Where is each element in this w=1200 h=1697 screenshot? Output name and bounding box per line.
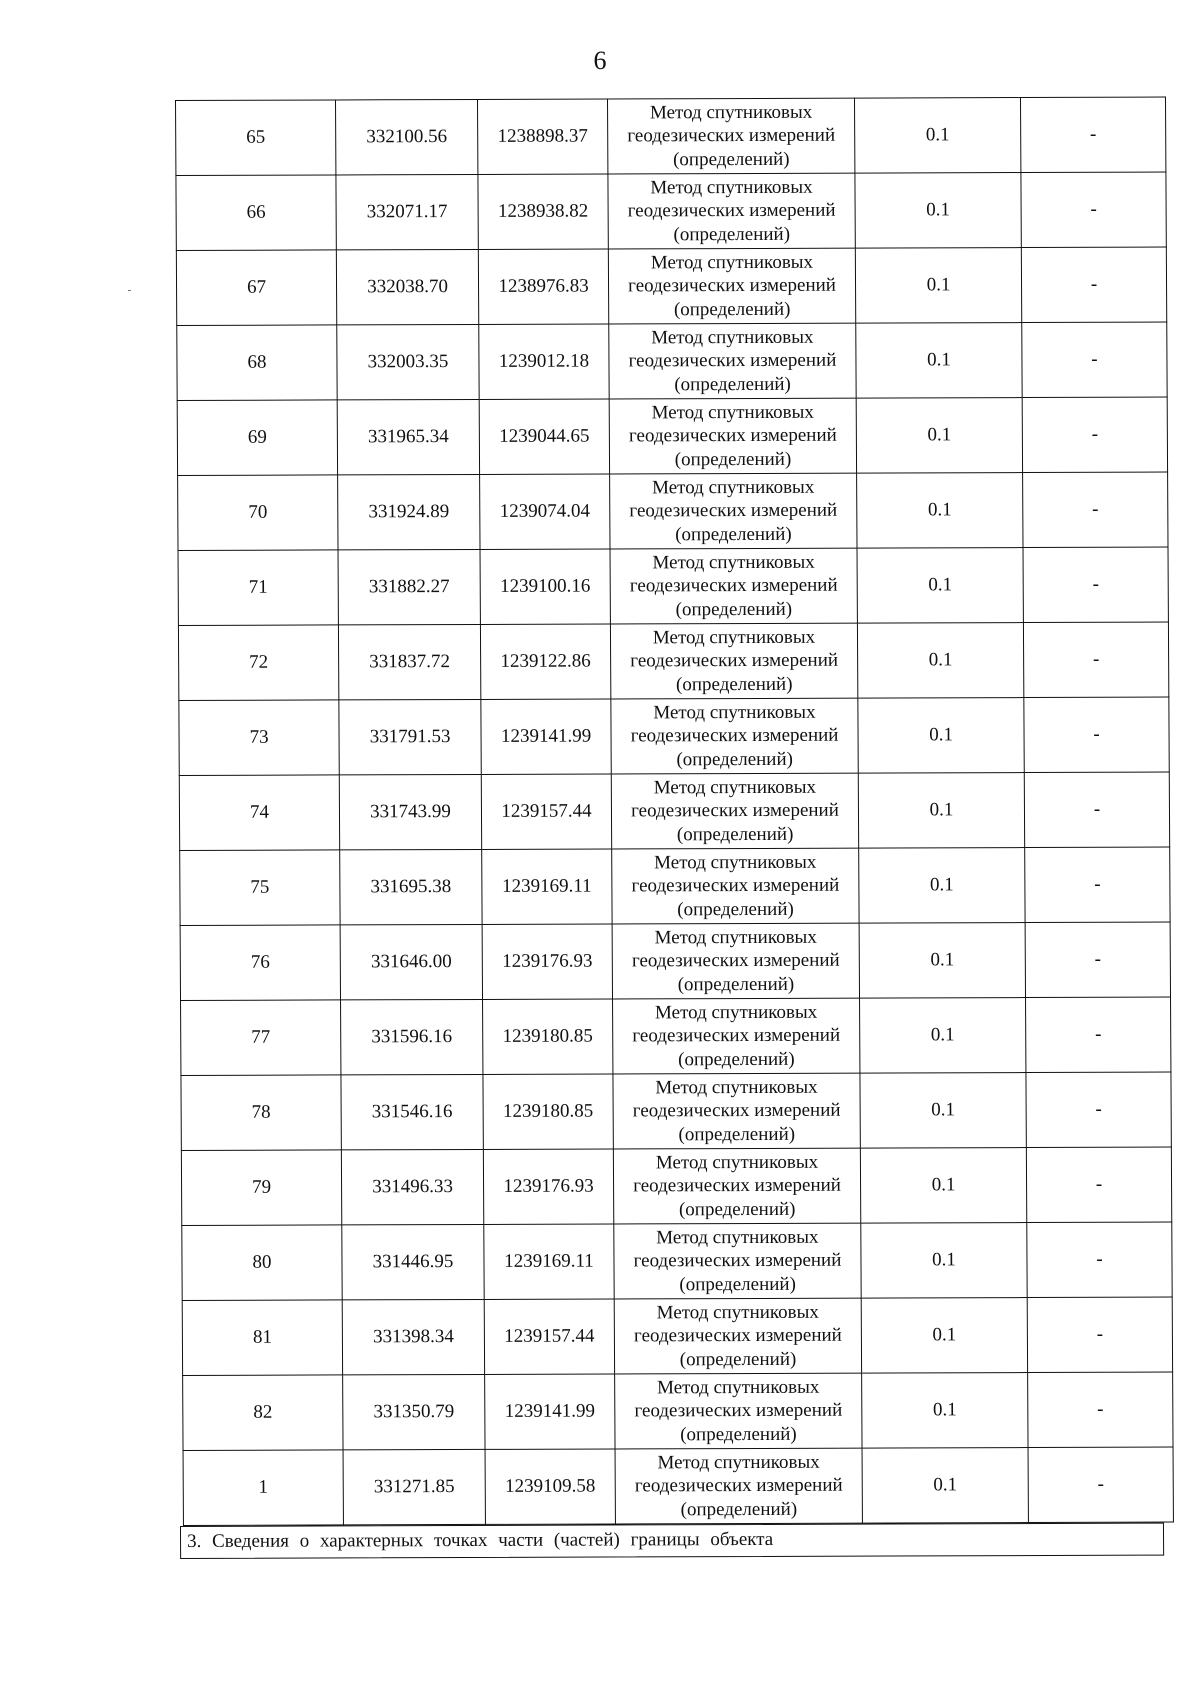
method-cell <box>615 1448 862 1524</box>
method-cell <box>613 998 860 1074</box>
method-cell <box>609 398 856 474</box>
coordinates-table <box>175 97 1174 1526</box>
x-coordinate: 331695.38 <box>340 849 482 924</box>
point-number: 77 <box>181 1000 341 1076</box>
x-coordinate: 331791.53 <box>339 699 481 774</box>
accuracy: 0.1 <box>858 773 1024 849</box>
point-number: 68 <box>177 325 337 401</box>
note: - <box>1025 922 1170 998</box>
point-number: 65 <box>176 100 336 176</box>
y-coordinate: 1239074.04 <box>480 474 610 549</box>
y-coordinate: 1239157.44 <box>484 1299 614 1374</box>
method-cell <box>611 698 858 774</box>
y-coordinate: 1239169.11 <box>482 849 612 924</box>
x-coordinate: 331965.34 <box>337 399 479 474</box>
table-row <box>180 922 1170 1000</box>
method-cell <box>611 773 858 849</box>
accuracy: 0.1 <box>862 1448 1028 1524</box>
scan-speck <box>128 290 131 291</box>
accuracy: 0.1 <box>859 848 1025 924</box>
table-row <box>181 1147 1171 1225</box>
method-line-3: (определений) <box>678 1048 795 1071</box>
x-coordinate: 331837.72 <box>338 624 480 699</box>
method-line-1: Метод спутниковых <box>650 176 813 199</box>
note: - <box>1026 1147 1171 1223</box>
method-line-2: геодезических измерений <box>627 124 836 147</box>
method-line-3: (определений) <box>678 1123 796 1146</box>
method-line-3: (определений) <box>673 148 790 171</box>
method-line-1: Метод спутниковых <box>654 926 817 949</box>
table-row <box>177 397 1167 475</box>
method-line-3: (определений) <box>677 898 794 921</box>
method-line-1: Метод спутниковых <box>652 626 816 649</box>
method-line-2: геодезических измерений <box>633 1249 842 1272</box>
method-line-1: Метод спутниковых <box>655 1151 819 1174</box>
x-coordinate: 332071.17 <box>336 174 478 249</box>
method-line-2: геодезических измерений <box>629 499 838 522</box>
x-coordinate: 331924.89 <box>338 474 480 549</box>
y-coordinate: 1239180.85 <box>483 999 613 1074</box>
table-row <box>179 697 1169 775</box>
table-row <box>181 997 1171 1075</box>
method-line-3: (определений) <box>674 373 791 396</box>
accuracy: 0.1 <box>857 623 1023 699</box>
method-line-1: Метод спутниковых <box>657 1451 820 1474</box>
page-number: 6 <box>593 46 607 75</box>
point-number: 79 <box>181 1150 341 1226</box>
table-row <box>176 97 1166 175</box>
point-number: 67 <box>176 250 336 326</box>
x-coordinate: 332100.56 <box>336 99 478 174</box>
method-line-3: (определений) <box>678 1198 796 1221</box>
accuracy: 0.1 <box>855 173 1021 249</box>
accuracy: 0.1 <box>854 98 1020 174</box>
accuracy: 0.1 <box>856 398 1022 474</box>
y-coordinate: 1239157.44 <box>481 774 611 849</box>
accuracy: 0.1 <box>855 248 1021 324</box>
method-line-3: (определений) <box>675 673 793 696</box>
point-number: 72 <box>178 625 338 701</box>
note: - <box>1021 247 1166 323</box>
method-line-1: Метод спутниковых <box>651 401 814 424</box>
method-line-3: (определений) <box>673 298 791 321</box>
x-coordinate: 331596.16 <box>341 999 483 1074</box>
method-cell <box>610 548 857 624</box>
accuracy: 0.1 <box>861 1223 1027 1299</box>
y-coordinate: 1238898.37 <box>477 99 607 174</box>
method-line-2: геодезических измерений <box>630 724 839 747</box>
method-cell <box>612 923 859 999</box>
x-coordinate: 331546.16 <box>341 1074 483 1149</box>
x-coordinate: 331882.27 <box>338 549 480 624</box>
note: - <box>1026 1072 1171 1148</box>
note: - <box>1027 1222 1172 1298</box>
method-line-1: Метод спутниковых <box>656 1301 819 1324</box>
note: - <box>1024 772 1169 848</box>
accuracy: 0.1 <box>860 998 1026 1074</box>
point-number: 80 <box>182 1225 342 1301</box>
accuracy: 0.1 <box>860 1148 1026 1224</box>
method-cell <box>613 1073 860 1149</box>
method-line-2: геодезических измерений <box>633 1324 842 1347</box>
table-row <box>182 1297 1172 1375</box>
y-coordinate: 1239176.93 <box>482 924 612 999</box>
method-cell <box>609 323 856 399</box>
method-line-2: геодезических измерений <box>633 1174 842 1197</box>
method-line-2: геодезических измерений <box>631 949 840 972</box>
point-number: 1 <box>183 1450 343 1526</box>
table-row <box>183 1447 1173 1525</box>
method-line-2: геодезических измерений <box>628 349 837 372</box>
y-coordinate: 1239141.99 <box>481 699 611 774</box>
table-row <box>176 247 1166 325</box>
point-number: 74 <box>179 775 339 851</box>
x-coordinate: 332038.70 <box>336 249 478 324</box>
point-number: 66 <box>176 175 336 251</box>
table-row <box>178 472 1168 550</box>
table-row <box>181 1072 1171 1150</box>
x-coordinate: 331646.00 <box>340 924 482 999</box>
y-coordinate: 1239100.16 <box>480 549 610 624</box>
note: - <box>1020 97 1165 173</box>
section-heading: 3. Сведения о характерных точках части (частей) границы объекта <box>180 1523 1164 1559</box>
x-coordinate: 331446.95 <box>342 1224 484 1299</box>
coordinates-table-body <box>176 97 1174 1525</box>
note: - <box>1025 847 1170 923</box>
table-row <box>179 772 1169 850</box>
x-coordinate: 331350.79 <box>343 1374 485 1449</box>
method-line-2: геодезических измерений <box>632 1099 841 1122</box>
note: - <box>1023 547 1168 623</box>
y-coordinate: 1238938.82 <box>478 174 608 249</box>
method-line-3: (определений) <box>676 823 794 846</box>
method-line-2: геодезических измерений <box>634 1474 843 1497</box>
point-number: 75 <box>180 850 340 926</box>
method-line-1: Метод спутниковых <box>654 1001 818 1024</box>
method-cell <box>615 1373 862 1449</box>
point-number: 81 <box>182 1300 342 1376</box>
method-line-1: Метод спутниковых <box>651 476 815 499</box>
y-coordinate: 1239180.85 <box>483 1074 613 1149</box>
accuracy: 0.1 <box>860 1073 1026 1149</box>
method-line-1: Метод спутниковых <box>651 326 814 349</box>
accuracy: 0.1 <box>858 698 1024 774</box>
accuracy: 0.1 <box>857 473 1023 549</box>
x-coordinate: 332003.35 <box>337 324 479 399</box>
method-cell <box>608 248 855 324</box>
method-line-3: (определений) <box>675 598 793 621</box>
y-coordinate: 1238976.83 <box>478 249 608 324</box>
y-coordinate: 1239176.93 <box>483 1149 613 1224</box>
x-coordinate: 331398.34 <box>342 1299 484 1374</box>
note: - <box>1026 997 1171 1073</box>
point-number: 73 <box>179 700 339 776</box>
point-number: 71 <box>178 550 338 626</box>
note: - <box>1028 1372 1173 1448</box>
method-cell <box>607 98 854 174</box>
method-cell <box>613 1148 860 1224</box>
note: - <box>1028 1447 1173 1523</box>
method-line-2: геодезических измерений <box>630 649 839 672</box>
note: - <box>1027 1297 1172 1373</box>
table-row <box>178 547 1168 625</box>
method-line-1: Метод спутниковых <box>654 851 817 874</box>
method-cell <box>612 848 859 924</box>
table-row <box>178 622 1168 700</box>
method-cell <box>610 623 857 699</box>
method-line-3: (определений) <box>674 448 792 471</box>
method-cell <box>614 1298 861 1374</box>
method-line-3: (определений) <box>679 1348 797 1371</box>
accuracy: 0.1 <box>862 1373 1028 1449</box>
note: - <box>1023 472 1168 548</box>
method-line-1: Метод спутниковых <box>655 1076 818 1099</box>
y-coordinate: 1239122.86 <box>480 624 610 699</box>
method-line-2: геодезических измерений <box>629 574 838 597</box>
method-line-2: геодезических измерений <box>631 799 839 822</box>
y-coordinate: 1239012.18 <box>479 324 609 399</box>
note: - <box>1021 172 1166 248</box>
method-line-1: Метод спутниковых <box>657 1376 820 1399</box>
x-coordinate: 331743.99 <box>339 774 481 849</box>
method-line-2: геодезических измерений <box>632 1024 841 1047</box>
method-line-3: (определений) <box>680 1498 798 1521</box>
method-line-1: Метод спутниковых <box>649 101 813 124</box>
note: - <box>1024 697 1169 773</box>
coordinates-sheet <box>175 97 1173 1559</box>
accuracy: 0.1 <box>856 323 1022 399</box>
point-number: 78 <box>181 1075 341 1151</box>
note: - <box>1022 322 1167 398</box>
point-number: 82 <box>183 1375 343 1451</box>
y-coordinate: 1239169.11 <box>484 1224 614 1299</box>
method-line-1: Метод спутниковых <box>650 251 814 274</box>
table-row <box>183 1372 1173 1450</box>
method-line-3: (определений) <box>677 973 795 996</box>
method-cell <box>614 1223 861 1299</box>
method-line-2: геодезических измерений <box>628 274 836 297</box>
accuracy: 0.1 <box>859 923 1025 999</box>
method-line-3: (определений) <box>675 523 792 546</box>
method-line-3: (определений) <box>680 1423 797 1446</box>
x-coordinate: 331496.33 <box>341 1149 483 1224</box>
x-coordinate: 331271.85 <box>343 1449 485 1524</box>
method-line-3: (определений) <box>673 223 791 246</box>
y-coordinate: 1239141.99 <box>485 1374 615 1449</box>
accuracy: 0.1 <box>861 1298 1027 1374</box>
method-line-2: геодезических измерений <box>628 424 837 447</box>
y-coordinate: 1239044.65 <box>479 399 609 474</box>
method-line-2: геодезических измерений <box>631 874 840 897</box>
method-line-2: геодезических измерений <box>634 1399 843 1422</box>
method-line-3: (определений) <box>679 1273 796 1296</box>
method-line-2: геодезических измерений <box>627 199 836 222</box>
point-number: 69 <box>177 400 337 476</box>
note: - <box>1022 397 1167 473</box>
accuracy: 0.1 <box>857 548 1023 624</box>
method-line-1: Метод спутниковых <box>656 1226 819 1249</box>
point-number: 70 <box>178 475 338 551</box>
point-number: 76 <box>180 925 340 1001</box>
table-row <box>177 322 1167 400</box>
method-cell <box>608 173 855 249</box>
table-row <box>182 1222 1172 1300</box>
method-line-3: (определений) <box>676 748 794 771</box>
method-line-1: Метод спутниковых <box>652 551 815 574</box>
method-line-1: Метод спутниковых <box>653 776 817 799</box>
table-row <box>180 847 1170 925</box>
method-line-1: Метод спутниковых <box>653 701 816 724</box>
table-row <box>176 172 1166 250</box>
note: - <box>1023 622 1168 698</box>
method-cell <box>610 473 857 549</box>
y-coordinate: 1239109.58 <box>485 1449 615 1524</box>
